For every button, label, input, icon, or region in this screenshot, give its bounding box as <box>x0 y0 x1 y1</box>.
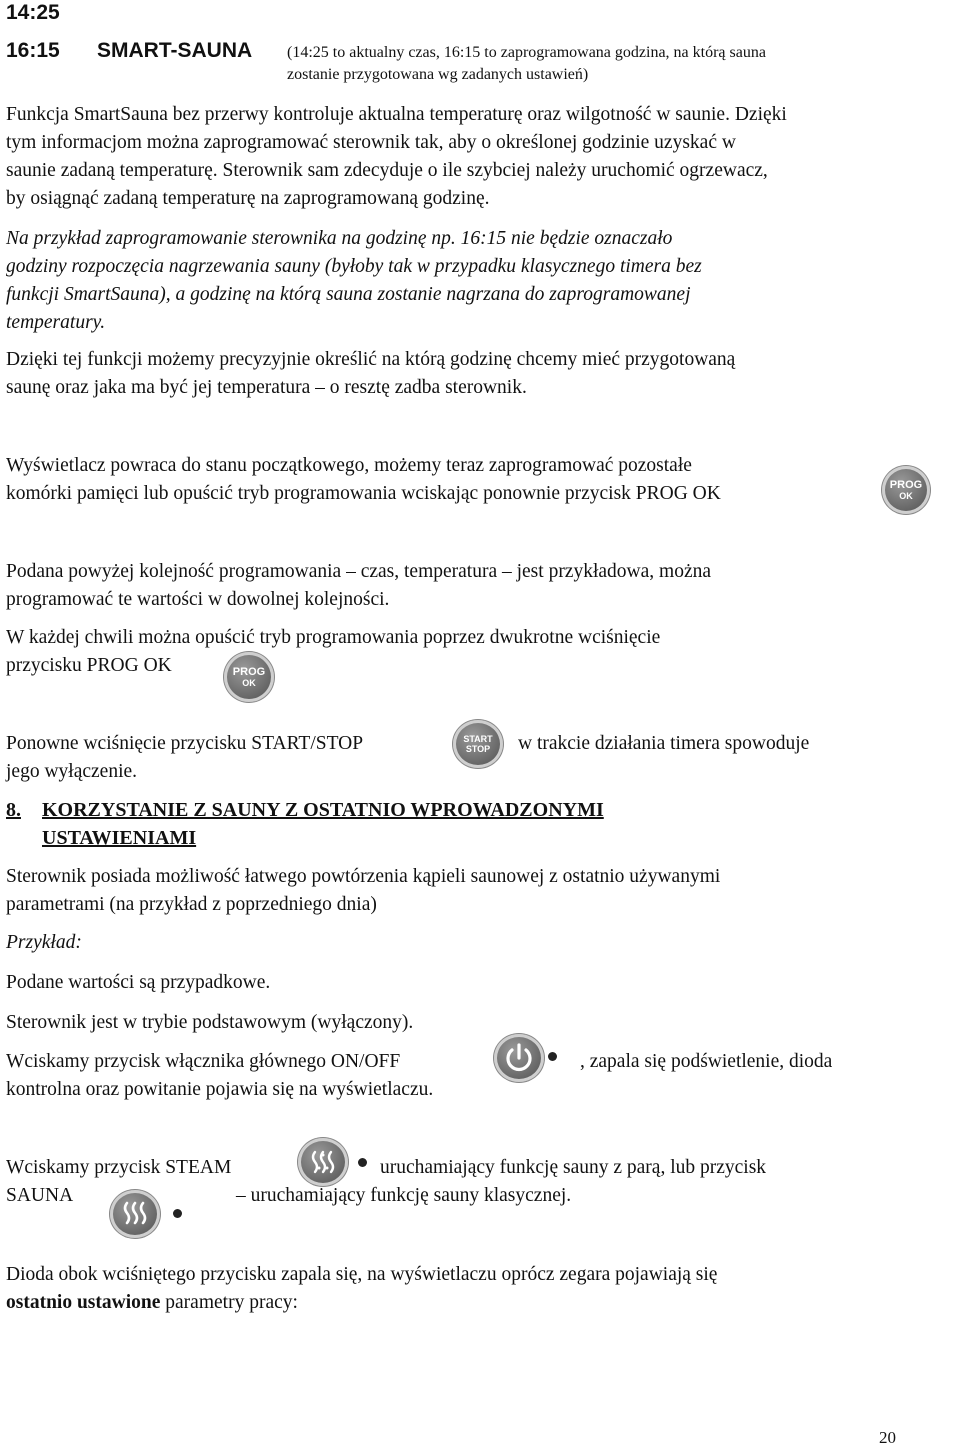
header-note-line2: zostanie przygotowana wg zadanych ustawień) <box>287 66 589 83</box>
section-intro-line2: parametrami (na przykład z poprzedniego dnia) <box>6 894 377 915</box>
header-note-line1: (14:25 to aktualny czas, 16:15 to zaprogramowana godzina, na którą sauna <box>287 44 766 61</box>
current-time: 14:25 <box>6 1 60 24</box>
prog-ok-button-icon <box>882 466 930 514</box>
return-display-line2: komórki pamięci lub opuścić tryb programowania wciskając ponownie przycisk PROG OK <box>6 483 721 504</box>
mode-title: SMART-SAUNA <box>97 39 253 62</box>
led-indicator-icon <box>173 1209 182 1218</box>
section-intro-line1: Sterownik posiada możliwość łatwego powtórzenia kąpieli saunowej z ostatnio używanymi <box>6 866 721 887</box>
order-note-line2: programować te wartości w dowolnej kolejności. <box>6 589 390 610</box>
start-stop-label-top: START <box>463 733 493 744</box>
benefit-line: saunę oraz jaka ma być jej temperatura – o resztę zadba sterownik. <box>6 377 527 398</box>
example-line: funkcji SmartSauna), a godzinę na którą sauna zostanie nagrzana do zaprogramowanej <box>6 284 691 305</box>
benefit-line: Dzięki tej funkcji możemy precyzyjnie określić na którą godzinę chcemy mieć przygotowaną <box>6 349 736 370</box>
diode-line2 <box>6 1289 298 1317</box>
programmed-time: 16:15 <box>6 39 60 62</box>
example-label: Przykład: <box>6 932 82 953</box>
start-stop-button-icon <box>453 720 503 768</box>
onoff-line1-part1: Wciskamy przycisk włącznika głównego ON/OFF <box>6 1051 401 1072</box>
steam-icon <box>298 1138 348 1186</box>
example-line: temperatury. <box>6 312 106 333</box>
diode-rest-text: parametry pracy: <box>160 1292 298 1313</box>
section-title-line1: KORZYSTANIE Z SAUNY Z OSTATNIO WPROWADZONYMI <box>42 799 604 821</box>
start-stop-line1-part1: Ponowne wciśnięcie przycisku START/STOP <box>6 733 364 754</box>
order-note-line1: Podana powyżej kolejność programowania – czas, temperatura – jest przykładowa, można <box>6 561 711 582</box>
power-icon <box>494 1034 544 1082</box>
prog-ok-label-top: PROG <box>889 478 923 491</box>
return-display-line1: Wyświetlacz powraca do stanu początkowego, możemy teraz zaprogramować pozostałe <box>6 455 692 476</box>
section-title-line2: USTAWIENIAMI <box>42 827 197 849</box>
start-stop-line1-part2: w trakcie działania timera spowoduje <box>518 733 810 754</box>
start-stop-line2: jego wyłączenie. <box>6 761 138 782</box>
smartsauna-line: tym informacjom można zaprogramować sterownik tak, aby o określonej godzinie uzyskać w <box>6 132 736 153</box>
prog-ok-label-bottom: OK <box>242 677 256 688</box>
prog-ok-label-top: PROG <box>232 665 266 678</box>
page-number: 20 <box>879 1428 896 1447</box>
exit-note-line1: W każdej chwili można opuścić tryb programowania poprzez dwukrotne wciśnięcie <box>6 627 661 648</box>
steam-line1-part2: uruchamiający funkcję sauny z parą, lub przycisk <box>380 1157 767 1178</box>
heat-waves-icon <box>110 1190 160 1238</box>
sauna-button-icon <box>110 1190 160 1238</box>
onoff-line2: kontrolna oraz powitanie pojawia się na wyświetlaczu. <box>6 1079 434 1100</box>
sauna-word: SAUNA <box>6 1185 74 1206</box>
smartsauna-line: saunie zadaną temperaturę. Sterownik sam zdecyduje o ile szybciej należy uruchomić ogrzewacz, <box>6 160 768 181</box>
prog-ok-label-bottom: OK <box>899 490 913 501</box>
prog-ok-button-icon <box>224 652 274 702</box>
led-indicator-icon <box>358 1158 367 1167</box>
sauna-line-rest: – uruchamiający funkcję sauny klasycznej. <box>236 1185 572 1206</box>
example-line: Na przykład zaprogramowanie sterownika na godzinę np. 16:15 nie będzie oznaczało <box>6 228 673 249</box>
onoff-line1-part2: , zapala się podświetlenie, dioda <box>580 1051 833 1072</box>
steam-button-icon <box>298 1138 348 1186</box>
exit-note-line2: przycisku PROG OK <box>6 655 172 676</box>
start-stop-label-bottom: STOP <box>465 743 491 754</box>
smartsauna-line: Funkcja SmartSauna bez przerwy kontroluje aktualna temperaturę oraz wilgotność w saunie. Dzięki <box>6 104 787 125</box>
smartsauna-line: by osiągnąć zadaną temperaturę na zaprogramowaną godzinę. <box>6 188 490 209</box>
diode-line1: Dioda obok wciśniętego przycisku zapala się, na wyświetlaczu oprócz zegara pojawiają się <box>6 1264 718 1285</box>
diode-bold-text: ostatnio ustawione <box>6 1292 161 1313</box>
led-indicator-icon <box>548 1052 557 1061</box>
steam-line1-part1: Wciskamy przycisk STEAM <box>6 1157 232 1178</box>
section-number: 8. <box>6 799 21 821</box>
power-button-icon <box>494 1034 544 1082</box>
example-line: godziny rozpoczęcia nagrzewania sauny (byłoby tak w przypadku klasycznego timera bez <box>6 256 702 277</box>
basic-mode-note: Sterownik jest w trybie podstawowym (wyłączony). <box>6 1012 414 1033</box>
random-values-note: Podane wartości są przypadkowe. <box>6 972 271 993</box>
